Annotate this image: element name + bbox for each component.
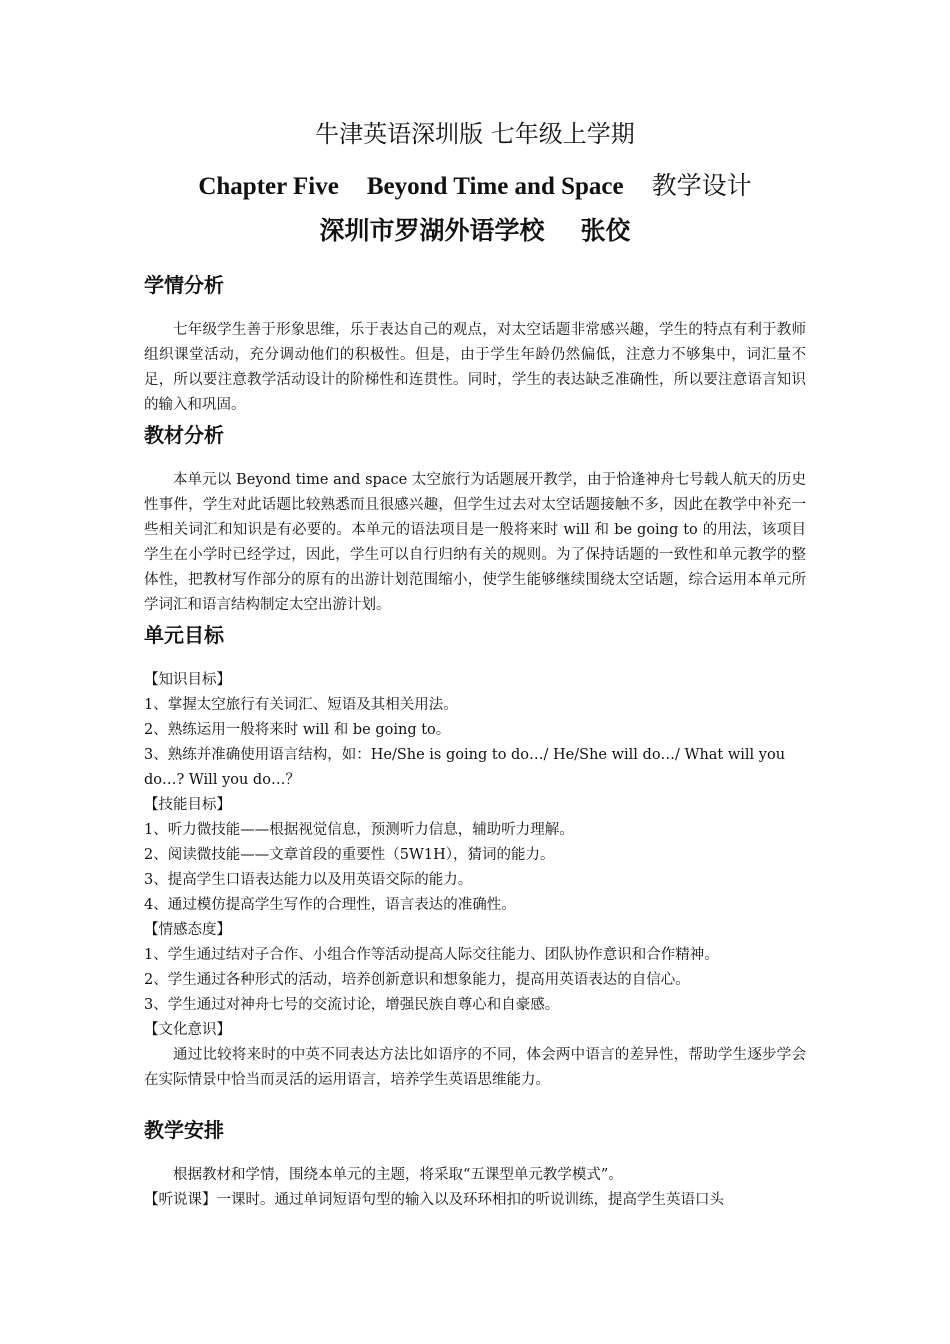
- paragraph: 通过比较将来时的中英不同表达方法比如语序的不同，体会两中语言的差异性，帮助学生逐步学会在实际情景中恰当而灵活的运用语言，培养学生英语思维能力。: [144, 1047, 806, 1088]
- list-item: 2、阅读微技能——文章首段的重要性（5W1H），猜词的能力。: [144, 847, 555, 863]
- paragraph: 根据教材和学情，围绕本单元的主题，将采取“五课型单元教学模式”。: [173, 1167, 623, 1183]
- list-item: 1、学生通过结对子合作、小组合作等活动提高人际交往能力、团队协作意识和合作精神。: [144, 947, 719, 963]
- list-item: 3、熟练并准确使用语言结构，如：He/She is going to do…/ He/She will do…/ What will you do…? Will you do…？: [144, 747, 786, 788]
- author-name: 张佼: [580, 216, 631, 245]
- section-title: 学情分析: [144, 273, 224, 297]
- author-line: [0, 211, 950, 247]
- subheading-knowledge: 【知识目标】: [144, 672, 231, 688]
- paragraph: 【听说课】一课时。通过单词短语句型的输入以及环环相扣的听说训练，提高学生英语口头: [144, 1192, 724, 1208]
- section-title: 教学安排: [144, 1118, 224, 1142]
- paragraph: 本单元以 Beyond time and space 太空旅行为话题展开教学，由于恰逢神舟七号载人航天的历史性事件，学生对此话题比较熟悉而且很感兴趣，但学生过去对太空话题接触不多，因此在教学中补充一些相关词汇和知识是有必要的。本单元的语法项目是一般将来时 will 和 be going to 的用法，该项目学生在小学时已经学过，因此，学生可以自行归纳有关的规则。为了保持话题的一致性和单元教学的整体性，把教材写作部分的原有的出游计划范围缩小，使学生能够继续围绕太空话题，综合运用本单元所学词汇和语言结构制定太空出游计划。: [144, 472, 806, 613]
- subheading-culture: 【文化意识】: [144, 1022, 231, 1038]
- subheading-attitude: 【情感态度】: [144, 922, 231, 938]
- section-title: 单元目标: [144, 623, 224, 647]
- doc-type: 教学设计: [651, 173, 752, 200]
- section-teaching-plan: [144, 1115, 806, 1213]
- list-item: 1、听力微技能——根据视觉信息，预测听力信息，辅助听力理解。: [144, 822, 574, 838]
- list-item: 3、提高学生口语表达能力以及用英语交际的能力。: [144, 872, 473, 888]
- list-item: 2、学生通过各种形式的活动，培养创新意识和想象能力，提高用英语表达的自信心。: [144, 972, 690, 988]
- list-item: 2、熟练运用一般将来时 will 和 be going to。: [144, 722, 451, 738]
- section-student-analysis: [144, 270, 806, 418]
- doc-title: 牛津英语深圳版 七年级上学期: [315, 120, 635, 148]
- doc-body: [144, 270, 806, 1213]
- section-title: 教材分析: [144, 423, 224, 447]
- list-item: 4、通过模仿提高学生写作的合理性，语言表达的准确性。: [144, 897, 516, 913]
- school-name: 深圳市罗湖外语学校: [319, 216, 545, 245]
- section-material-analysis: [144, 420, 806, 618]
- subheading-skills: 【技能目标】: [144, 797, 231, 813]
- section-unit-goals: [144, 620, 806, 1093]
- list-item: 3、学生通过对神舟七号的交流讨论，增强民族自尊心和自豪感。: [144, 997, 560, 1013]
- paragraph: 七年级学生善于形象思维，乐于表达自己的观点，对太空话题非常感兴趣，学生的特点有利于教师组织课堂活动，充分调动他们的积极性。但是，由于学生年龄仍然偏低，注意力不够集中，词汇量不足，所以要注意教学活动设计的阶梯性和连贯性。同时，学生的表达缺乏准确性，所以要注意语言知识的输入和巩固。: [144, 322, 806, 413]
- list-item: 1、掌握太空旅行有关词汇、短语及其相关用法。: [144, 697, 458, 713]
- chapter-label: Chapter Five: [198, 173, 339, 200]
- doc-subtitle: [0, 166, 950, 202]
- chapter-title: Beyond Time and Space: [366, 173, 624, 200]
